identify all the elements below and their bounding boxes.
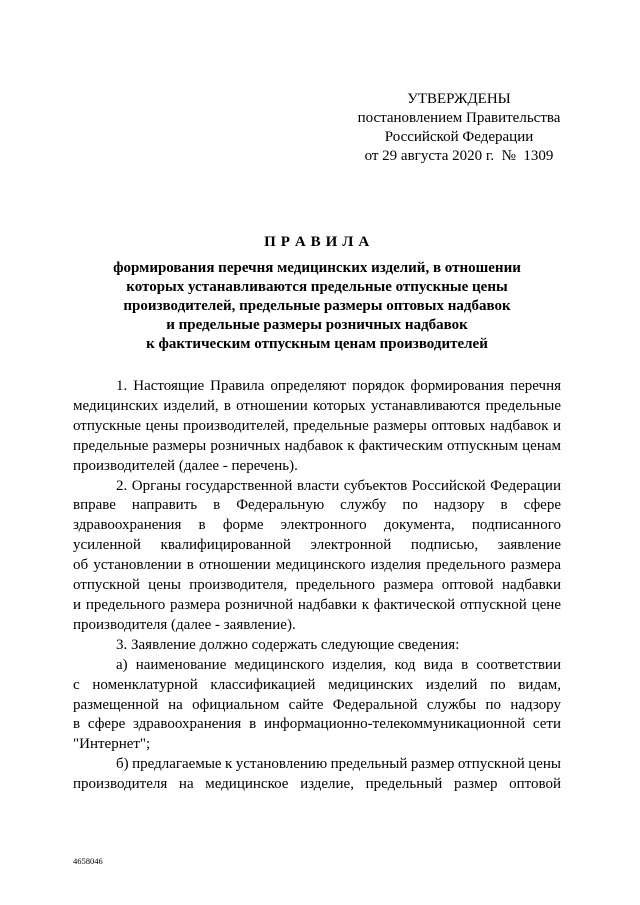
subtitle-line: и предельные размеры розничных надбавок [166, 317, 468, 333]
approval-date-number: от 29 августа 2020 г. № 1309 [364, 148, 554, 164]
document-title: П Р А В И Л А [264, 234, 370, 250]
paragraph-line: производителя (далее - заявление). [73, 616, 296, 633]
paragraph-line: вправе направить в Федеральную службу по надзору в сфере [73, 497, 561, 514]
paragraph-1 [73, 377, 561, 477]
paragraph-line: "Интернет"; [73, 736, 151, 753]
paragraph-line: усиленной квалифицированной электронной подписью, заявление [73, 537, 561, 554]
subtitle-line: формирования перечня медицинских изделий, в отношении [113, 260, 521, 276]
paragraph-line: размещенной на официальном сайте Федеральной службы по надзору [73, 696, 561, 713]
paragraph-line: а) наименование медицинского изделия, код вида в соответствии [116, 656, 561, 673]
paragraph-line: отпускной цены производителя, предельного размера оптовой надбавки [73, 577, 561, 594]
paragraph-line: здравоохранения в форме электронного документа, подписанного [73, 517, 561, 534]
paragraph-line: предельные размеры розничных надбавок к фактическим отпускным ценам [73, 437, 561, 454]
paragraph-line: 3. Заявление должно содержать следующие сведения: [116, 636, 460, 653]
approval-title: УТВЕРЖДЕНЫ [407, 91, 511, 107]
document-body [73, 377, 561, 795]
subtitle-line: к фактическим отпускным ценам производителей [146, 336, 488, 352]
paragraph-line: об установлении в отношении медицинского изделия предельного размера [73, 557, 561, 574]
paragraph-line: 2. Органы государственной власти субъектов Российской Федерации [116, 477, 561, 494]
paragraph-3b [73, 755, 561, 795]
paragraph-line: с номенклатурной классификацией медицинских изделий по видам, [73, 676, 561, 693]
document-subtitle [73, 259, 561, 354]
paragraph-line: и предельного размера розничной надбавки к фактической отпускной цене [73, 596, 561, 613]
approval-authority: постановлением Правительства [357, 110, 561, 126]
paragraph-line: 1. Настоящие Правила определяют порядок формирования перечня [116, 378, 561, 394]
approval-country: Российской Федерации [384, 129, 534, 145]
paragraph-line: медицинских изделий, в отношении которых устанавливаются предельные [73, 397, 561, 414]
paragraph-3a [73, 656, 561, 756]
paragraph-line: производителей (далее - перечень). [73, 457, 298, 474]
subtitle-line: производителей, предельные размеры оптовых надбавок [123, 298, 511, 314]
paragraph-line: б) предлагаемые к установлению предельный размер отпускной цены [116, 756, 561, 773]
paragraph-line: в сфере здравоохранения в информационно-телекоммуникационной сети [73, 716, 561, 733]
paragraph-line: отпускные цены производителей, предельные размеры оптовых надбавок и [73, 417, 561, 434]
paragraph-line: производителя на медицинское изделие, предельный размер оптовой [73, 776, 561, 793]
subtitle-line: которых устанавливаются предельные отпускные цены [126, 279, 508, 295]
approval-block [329, 90, 589, 166]
document-code: 4658046 [73, 856, 103, 866]
paragraph-2 [73, 477, 561, 636]
paragraph-3 [73, 636, 561, 656]
